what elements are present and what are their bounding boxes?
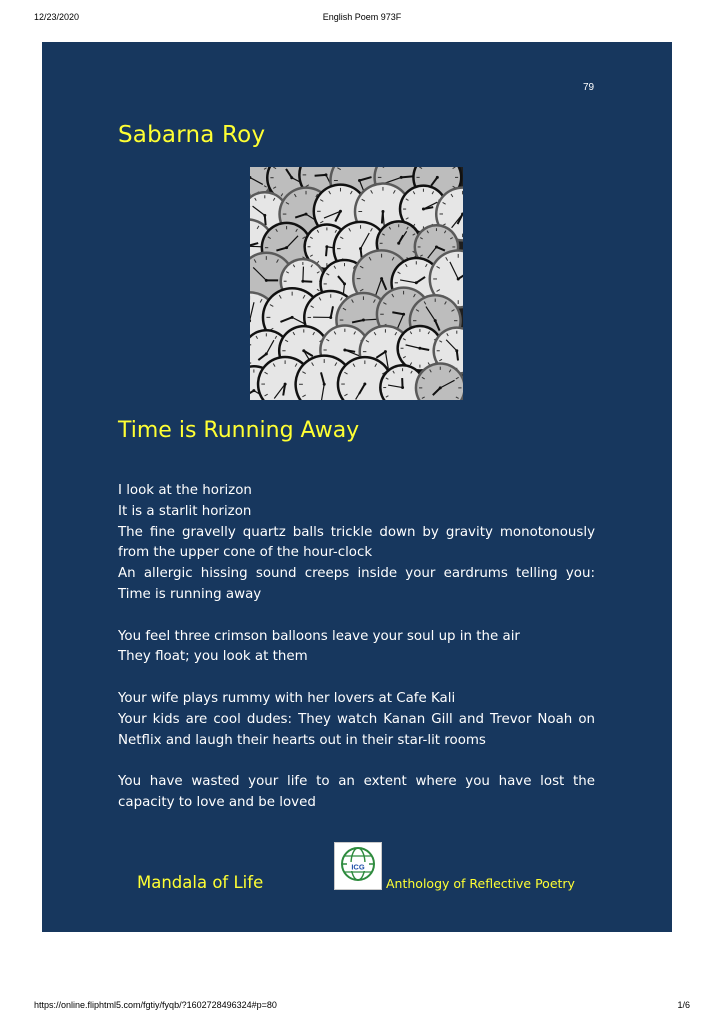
book-title: Mandala of Life bbox=[137, 873, 264, 892]
svg-text:ICG: ICG bbox=[351, 862, 365, 872]
poem-title: Time is Running Away bbox=[118, 418, 360, 443]
stanza-1 bbox=[118, 481, 595, 606]
print-footer bbox=[0, 1000, 724, 1014]
print-date: 12/23/2020 bbox=[34, 12, 80, 22]
poem-line: You have wasted your life to an extent where you have lost the capacity to love and be loved bbox=[118, 774, 595, 810]
anthology-label: Anthology of Reflective Poetry bbox=[386, 876, 575, 891]
stanza-2 bbox=[118, 627, 595, 669]
author-name: Sabarna Roy bbox=[118, 122, 266, 148]
print-title: English Poem 973F bbox=[322, 12, 402, 22]
print-header bbox=[0, 12, 724, 26]
poem-body bbox=[118, 481, 595, 835]
page-url: https://online.fliphtml5.com/fgtiy/fyqb/?1602728496324#p=80 bbox=[34, 1000, 277, 1010]
print-page-count: 1/6 bbox=[677, 1000, 690, 1010]
poem-line: They float; you look at them bbox=[118, 649, 308, 665]
poem-line: Your wife plays rummy with her lovers at Cafe Kali bbox=[118, 690, 456, 706]
stanza-4 bbox=[118, 772, 595, 814]
poem-line: I look at the horizon bbox=[118, 483, 252, 498]
poem-line: An allergic hissing sound creeps inside your eardrums telling you: Time is running away bbox=[118, 566, 595, 602]
stanza-3 bbox=[118, 689, 595, 751]
poem-line: You feel three crimson balloons leave your soul up in the air bbox=[118, 628, 520, 644]
poem-line: It is a starlit horizon bbox=[118, 503, 252, 519]
page-number: 79 bbox=[583, 82, 595, 93]
wall-of-clocks-photo bbox=[250, 167, 463, 400]
poem-page bbox=[42, 42, 672, 932]
poem-line: The fine gravelly quartz balls trickle down by gravity monotonously from the upper cone of the hour-clock bbox=[118, 524, 595, 561]
publisher-logo bbox=[334, 842, 382, 890]
poem-line: Your kids are cool dudes: They watch Kanan Gill and Trevor Noah on Netflix and laugh their hearts out in their star-lit rooms bbox=[118, 711, 595, 748]
